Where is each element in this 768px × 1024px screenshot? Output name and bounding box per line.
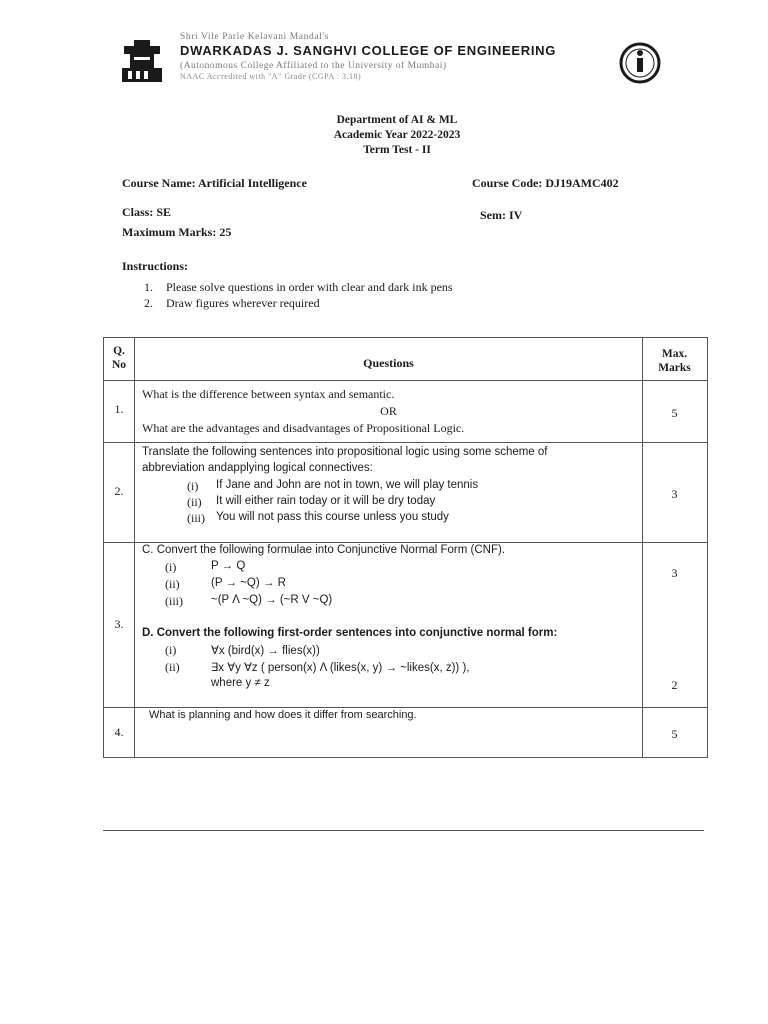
affiliation-text: (Autonomous College Affiliated to the University of Mumbai) bbox=[180, 61, 447, 71]
q4-text: What is planning and how does it differ from searching. bbox=[149, 709, 417, 721]
q3-d-item-num: (i) bbox=[165, 643, 177, 657]
q1-line1: What is the difference between syntax and semantic. bbox=[142, 387, 395, 401]
q4-marks: 5 bbox=[671, 727, 678, 741]
instructions-list bbox=[144, 279, 453, 311]
course-code: Course Code: DJ19AMC402 bbox=[472, 176, 619, 190]
college-name: DWARKADAS J. SANGHVI COLLEGE OF ENGINEERING bbox=[180, 43, 557, 58]
course-name: Course Name: Artificial Intelligence bbox=[122, 176, 307, 190]
header-max-marks: Max. Marks bbox=[658, 348, 691, 374]
q3-c-item-text: P → Q bbox=[211, 560, 246, 572]
class-label: Class: SE bbox=[122, 205, 172, 219]
q2-intro-line2: abbreviation andapplying logical connectives: bbox=[142, 462, 373, 474]
q2-intro-line1: Translate the following sentences into propositional logic using some scheme of bbox=[142, 446, 548, 458]
question-number: 4. bbox=[114, 725, 124, 739]
college-header bbox=[180, 32, 620, 81]
q2-item-num: (i) bbox=[187, 479, 199, 493]
row-divider bbox=[104, 442, 707, 443]
test-name: Term Test - II bbox=[363, 144, 431, 156]
q3-c-item-text: (P → ~Q) → R bbox=[211, 577, 286, 589]
header-qno: Q. No bbox=[111, 345, 127, 371]
academic-year: Academic Year 2022-2023 bbox=[333, 129, 461, 141]
naac-logo bbox=[618, 40, 662, 86]
q3-d-tail: where y ≠ z bbox=[211, 677, 270, 689]
question-table bbox=[103, 337, 708, 758]
column-divider bbox=[134, 338, 135, 757]
q3-part-d: D. Convert the following first-order sentences into conjunctive normal form: bbox=[142, 627, 558, 639]
instruction-item: 2. Draw figures wherever required bbox=[144, 296, 320, 310]
q1-line2: What are the advantages and disadvantages of Propositional Logic. bbox=[142, 421, 465, 435]
end-line bbox=[103, 830, 704, 831]
question-number: 3. bbox=[114, 617, 124, 631]
row-divider bbox=[104, 707, 707, 708]
q3-c-item-text: ~(P Λ ~Q) → (~R V ~Q) bbox=[211, 594, 333, 606]
q1-or: OR bbox=[380, 404, 397, 418]
q3-d-item-text: ∀x (bird(x) → flies(x)) bbox=[211, 645, 320, 657]
q3-d-item-text: ∃x ∀y ∀z ( person(x) Λ (likes(x, y) → ~likes(x, z)) ), bbox=[211, 662, 470, 674]
accreditation-text: NAAC Accredited with "A" Grade (CGPA : 3.18) bbox=[180, 72, 362, 81]
q2-item-num: (iii) bbox=[187, 511, 205, 525]
q3-d-marks: 2 bbox=[671, 678, 678, 692]
q1-marks: 5 bbox=[671, 406, 678, 420]
column-divider bbox=[642, 338, 643, 757]
exam-title-block bbox=[0, 113, 768, 158]
department-title: Department of AI & ML bbox=[336, 114, 458, 126]
q2-marks: 3 bbox=[671, 487, 678, 501]
question-number: 2. bbox=[114, 484, 124, 498]
q3-d-item-num: (ii) bbox=[165, 660, 180, 674]
q3-c-item-num: (i) bbox=[165, 560, 177, 574]
question-number: 1. bbox=[114, 402, 124, 416]
instructions-heading: Instructions: bbox=[122, 259, 189, 273]
q3-part-c: C. Convert the following formulae into Conjunctive Normal Form (CNF). bbox=[142, 544, 506, 556]
instruction-item: 1. Please solve questions in order with clear and dark ink pens bbox=[144, 280, 453, 294]
q2-item-num: (ii) bbox=[187, 495, 202, 509]
q2-item-text: If Jane and John are not in town, we will play tennis bbox=[216, 479, 479, 491]
q3-c-marks: 3 bbox=[671, 566, 678, 580]
row-divider bbox=[104, 542, 707, 543]
q3-c-item-num: (ii) bbox=[165, 577, 180, 591]
row-divider bbox=[104, 380, 707, 381]
sem-label: Sem: IV bbox=[480, 208, 523, 222]
q2-item-text: It will either rain today or it will be dry today bbox=[216, 495, 436, 507]
header-questions: Questions bbox=[363, 356, 414, 370]
q3-c-item-num: (iii) bbox=[165, 594, 183, 608]
trust-name: Shri Vile Parle Kelavani Mandal's bbox=[180, 32, 329, 42]
q2-item-text: You will not pass this course unless you study bbox=[216, 511, 449, 523]
max-marks: Maximum Marks: 25 bbox=[122, 225, 232, 239]
college-logo bbox=[120, 38, 164, 84]
